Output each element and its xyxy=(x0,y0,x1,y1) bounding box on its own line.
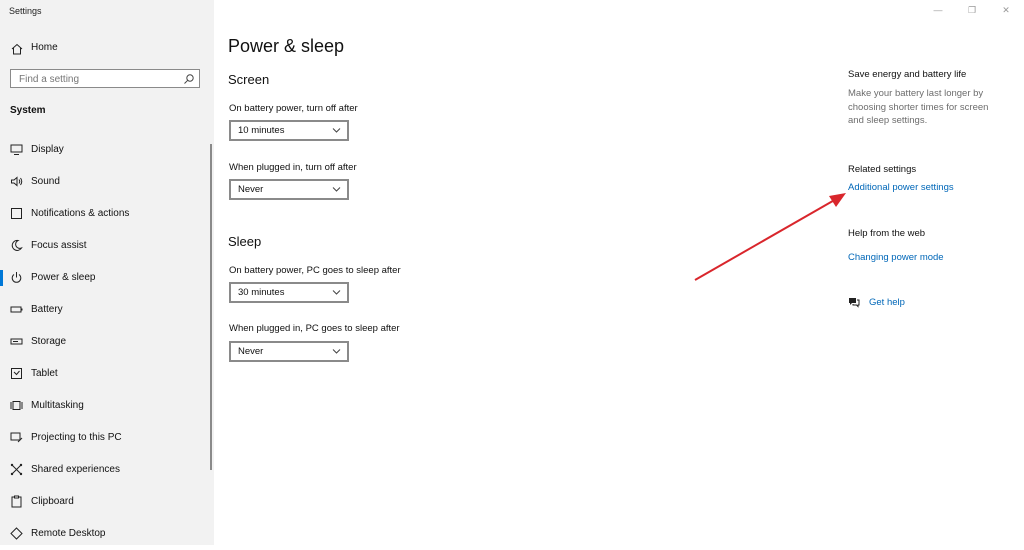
sidebar-item-label: Battery xyxy=(31,304,63,315)
shared-icon xyxy=(10,463,23,476)
chevron-down-icon xyxy=(332,127,341,134)
screen-plugged-dropdown[interactable] xyxy=(229,179,349,200)
search-icon[interactable] xyxy=(183,73,195,85)
sidebar-item-shared-experiences[interactable] xyxy=(0,454,214,486)
sidebar-item-label: Sound xyxy=(31,176,60,187)
clipboard-icon xyxy=(10,495,23,508)
sleep-plugged-dropdown[interactable] xyxy=(229,341,349,362)
chevron-down-icon xyxy=(332,186,341,193)
sidebar-item-label: Power & sleep xyxy=(31,272,96,283)
sidebar-item-label: Remote Desktop xyxy=(31,528,106,539)
notification-icon xyxy=(10,207,23,220)
sidebar-item-label: Display xyxy=(31,144,64,155)
display-icon xyxy=(10,143,23,156)
restore-button[interactable]: ❐ xyxy=(967,5,977,15)
multitasking-icon xyxy=(10,399,23,412)
speaker-icon xyxy=(10,175,23,188)
screen-battery-dropdown[interactable] xyxy=(229,120,349,141)
get-help-label: Get help xyxy=(869,297,905,308)
active-indicator xyxy=(0,270,3,286)
sleep-battery-label: On battery power, PC goes to sleep after xyxy=(229,265,401,276)
sidebar-item-label: Storage xyxy=(31,336,67,347)
window-title: Settings xyxy=(9,6,42,16)
page-title: Power & sleep xyxy=(228,36,345,56)
dropdown-value: 30 minutes xyxy=(238,287,285,298)
screen-heading: Screen xyxy=(228,72,270,87)
moon-icon xyxy=(10,239,23,252)
sidebar-item-clipboard[interactable] xyxy=(0,486,214,518)
remote-desktop-icon xyxy=(10,527,23,540)
sidebar-item-power-sleep[interactable] xyxy=(0,262,214,294)
chevron-down-icon xyxy=(332,348,341,355)
sidebar-item-label: Clipboard xyxy=(31,496,74,507)
get-help-link[interactable] xyxy=(848,296,968,310)
sidebar-item-focus-assist[interactable] xyxy=(0,230,214,262)
battery-icon xyxy=(10,303,23,316)
sidebar-item-display[interactable] xyxy=(0,134,214,166)
storage-icon xyxy=(10,335,23,348)
sidebar xyxy=(0,0,214,545)
changing-power-mode-link[interactable]: Changing power mode xyxy=(848,252,944,263)
sidebar-item-label: Projecting to this PC xyxy=(31,432,122,443)
sidebar-item-label: Focus assist xyxy=(31,240,87,251)
save-energy-heading: Save energy and battery life xyxy=(848,69,967,80)
tablet-icon xyxy=(10,367,23,380)
sidebar-item-notifications[interactable] xyxy=(0,198,214,230)
chat-help-icon xyxy=(848,296,860,308)
screen-battery-label: On battery power, turn off after xyxy=(229,103,358,114)
home-nav-item[interactable] xyxy=(0,38,214,60)
close-button[interactable]: ✕ xyxy=(1002,5,1010,15)
power-icon xyxy=(10,271,23,284)
home-icon xyxy=(10,42,24,56)
sidebar-item-sound[interactable] xyxy=(0,166,214,198)
sidebar-item-label: Tablet xyxy=(31,368,58,379)
help-from-web-heading: Help from the web xyxy=(848,228,926,239)
sidebar-item-tablet[interactable] xyxy=(0,358,214,390)
window-controls xyxy=(932,4,1012,16)
related-settings-heading: Related settings xyxy=(848,164,917,175)
save-energy-description: Make your battery last longer by choosing shorter times for screen and sleep settings. xyxy=(848,88,989,126)
additional-power-settings-link[interactable]: Additional power settings xyxy=(848,182,954,193)
dropdown-value: Never xyxy=(238,184,264,195)
sidebar-item-projecting[interactable] xyxy=(0,422,214,454)
sidebar-item-battery[interactable] xyxy=(0,294,214,326)
search-placeholder: Find a setting xyxy=(19,74,80,85)
main-content xyxy=(214,0,1024,545)
sidebar-item-label: Notifications & actions xyxy=(31,208,130,219)
sidebar-item-remote-desktop[interactable] xyxy=(0,518,214,550)
search-input[interactable] xyxy=(10,69,200,88)
sidebar-item-storage[interactable] xyxy=(0,326,214,358)
screen-plugged-label: When plugged in, turn off after xyxy=(229,162,357,173)
sidebar-nav xyxy=(0,134,214,550)
minimize-button[interactable]: — xyxy=(933,5,943,15)
chevron-down-icon xyxy=(332,289,341,296)
sidebar-item-multitasking[interactable] xyxy=(0,390,214,422)
dropdown-value: 10 minutes xyxy=(238,125,285,136)
projecting-icon xyxy=(10,431,23,444)
sleep-battery-dropdown[interactable] xyxy=(229,282,349,303)
sidebar-item-label: Shared experiences xyxy=(31,464,120,475)
sidebar-scrollbar[interactable] xyxy=(210,144,212,470)
dropdown-value: Never xyxy=(238,346,264,357)
section-label-system: System xyxy=(10,105,46,116)
annotation-arrow xyxy=(690,190,850,285)
sidebar-item-label: Multitasking xyxy=(31,400,84,411)
sleep-plugged-label: When plugged in, PC goes to sleep after xyxy=(229,323,400,334)
home-label: Home xyxy=(31,42,58,53)
sleep-heading: Sleep xyxy=(228,234,262,249)
